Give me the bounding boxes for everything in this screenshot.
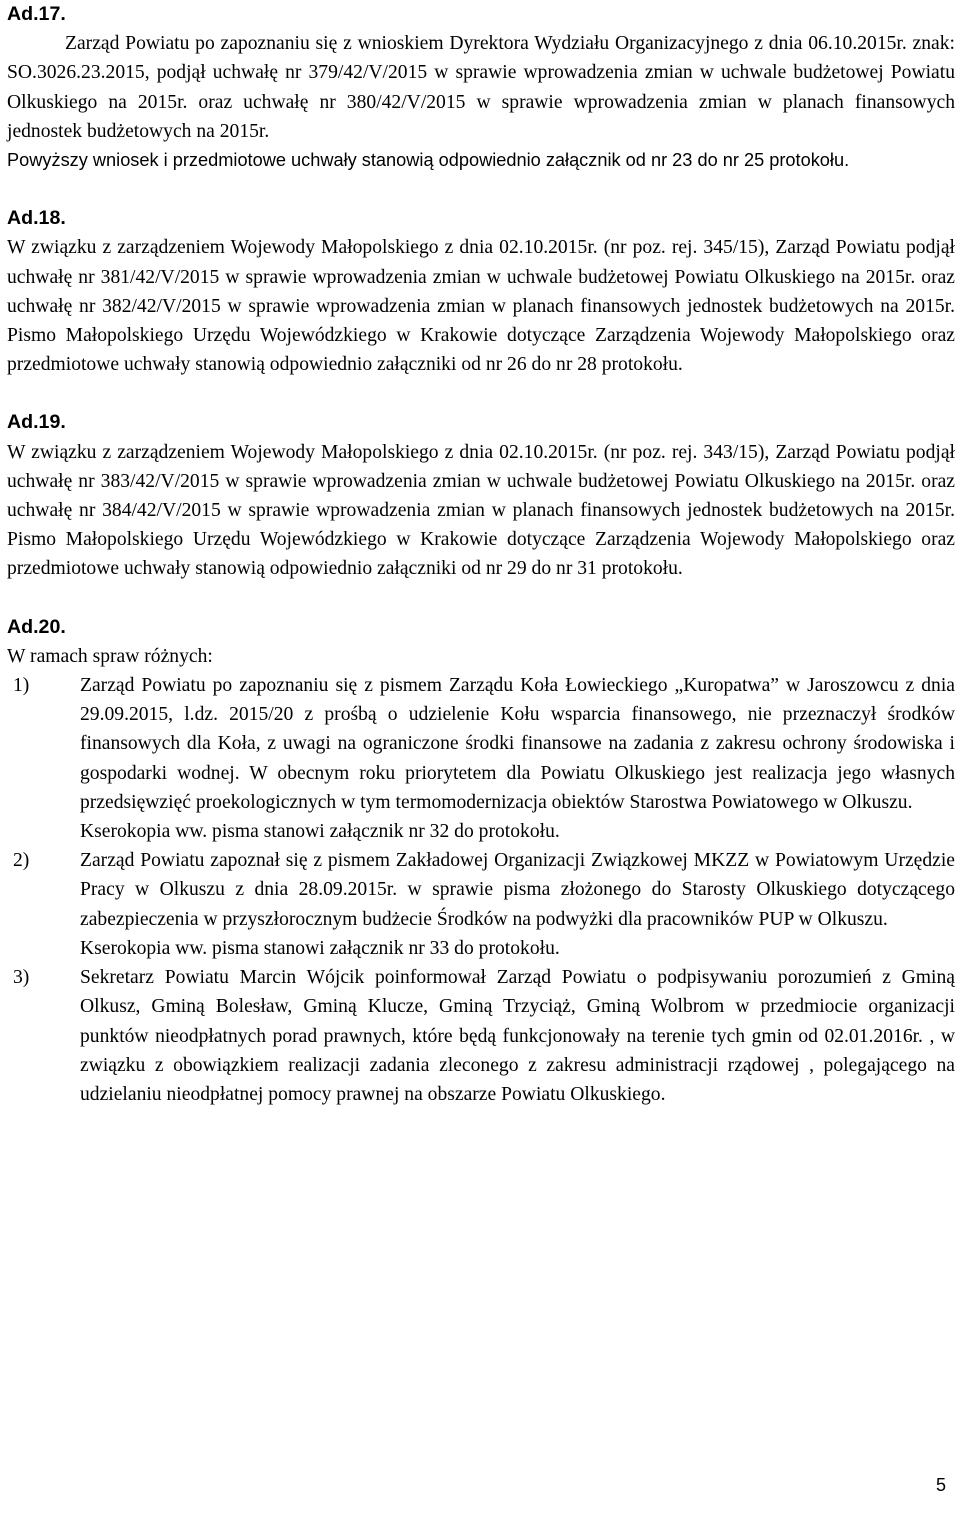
list-item-text: Sekretarz Powiatu Marcin Wójcik poinformował Zarząd Powiatu o podpisywaniu porozumień z Gminą Olkusz, Gminą Bolesław, Gminą Klucze, Gminą Trzyciąż, Gminą Wolbrom w przedmiocie organizacji punktów nieodpłatnych porad prawnych, które będą funkcjonowały na terenie tych gmin od 02.01.2016r. , w związku z obowiązkiem realizacji zadania zleconego z zakresu administracji rządowej , polegającego na udzielaniu nieodpłatnej pomocy prawnej na obszarze Powiatu Olkuskiego. <box>80 967 955 1105</box>
list-item <box>7 671 955 846</box>
list-item-text: Zarząd Powiatu po zapoznaniu się z pismem Zarządu Koła Łowieckiego „Kuropatwa” w Jaroszowcu z dnia 29.09.2015, l.dz. 2015/20 z prośbą o udzielenie Kołu wsparcia finansowego, nie przeznaczył środków finansowych dla Koła, z uwagi na ograniczone środki finansowe na zadania z zakresu ochrony środowiska i gospodarki wodnej. W obecnym roku priorytetem dla Powiatu Olkuskiego jest realizacja jego własnych przedsięwzięć proekologicznych w tym termomodernizacja obiektów Starostwa Powiatowego w Olkuszu. <box>80 675 955 813</box>
section-ad18 <box>7 204 955 379</box>
list-item-number: 3) <box>13 967 30 989</box>
list-item-note: Kserokopia ww. pisma stanowi załącznik nr 32 do protokołu. <box>80 821 560 843</box>
section-ad19 <box>7 408 955 583</box>
list-item <box>7 846 955 963</box>
list-item <box>7 963 955 1109</box>
section-heading: Ad.20. <box>7 615 66 638</box>
paragraph: Powyższy wniosek i przedmiotowe uchwały stanowią odpowiednio załącznik od nr 23 do nr 25 protokołu. <box>7 150 850 171</box>
document-page <box>7 0 955 1109</box>
section-ad20 <box>7 613 955 1109</box>
section-ad17 <box>7 0 955 175</box>
paragraph: W ramach spraw różnych: <box>7 645 213 667</box>
list-item-note: Kserokopia ww. pisma stanowi załącznik nr 33 do protokołu. <box>80 937 560 959</box>
numbered-list <box>7 671 955 1109</box>
list-item-text: Zarząd Powiatu zapoznał się z pismem Zakładowej Organizacji Związkowej MKZZ w Powiatowym Urzędzie Pracy w Olkuszu z dnia 28.09.2015r. w sprawie pisma złożonego do Starosty Olkuskiego dotyczącego zabezpieczenia w przyszłorocznym budżecie Środków na podwyżki dla pracowników PUP w Olkuszu. <box>80 850 955 930</box>
paragraph: W związku z zarządzeniem Wojewody Małopolskiego z dnia 02.10.2015r. (nr poz. rej. 343/15), Zarząd Powiatu podjął uchwałę nr 383/42/V/2015 w sprawie wprowadzenia zmian w uchwale budżetowej Powiatu Olkuskiego na 2015r. oraz uchwałę nr 384/42/V/2015 w sprawie wprowadzenia zmian w planach finansowych jednostek budżetowych na 2015r. Pismo Małopolskiego Urzędu Wojewódzkiego w Krakowie dotyczące Zarządzenia Wojewody Małopolskiego oraz przedmiotowe uchwały stanowią odpowiednio załączniki od nr 29 do nr 31 protokołu. <box>7 441 955 580</box>
paragraph: Zarząd Powiatu po zapoznaniu się z wnioskiem Dyrektora Wydziału Organizacyjnego z dnia 06.10.2015r. znak: SO.3026.23.2015, podjął uchwałę nr 379/42/V/2015 w sprawie wprowadzenia zmian w uchwale budżetowej Powiatu Olkuskiego na 2015r. oraz uchwałę nr 380/42/V/2015 w sprawie wprowadzenia zmian w planach finansowych jednostek budżetowych na 2015r. <box>7 33 955 142</box>
list-item-number: 2) <box>13 850 30 872</box>
section-heading: Ad.18. <box>7 207 66 230</box>
section-heading: Ad.17. <box>7 3 66 25</box>
paragraph: W związku z zarządzeniem Wojewody Małopolskiego z dnia 02.10.2015r. (nr poz. rej. 345/15), Zarząd Powiatu podjął uchwałę nr 381/42/V/2015 w sprawie wprowadzenia zmian w uchwale budżetowej Powiatu Olkuskiego na 2015r. oraz uchwałę nr 382/42/V/2015 w sprawie wprowadzenia zmian w planach finansowych jednostek budżetowych na 2015r. Pismo Małopolskiego Urzędu Wojewódzkiego w Krakowie dotyczące Zarządzenia Wojewody Małopolskiego oraz przedmiotowe uchwały stanowią odpowiednio załączniki od nr 26 do nr 28 protokołu. <box>7 237 955 376</box>
section-heading: Ad.19. <box>7 411 66 434</box>
page-number: 5 <box>935 1475 946 1495</box>
list-item-number: 1) <box>13 675 30 697</box>
